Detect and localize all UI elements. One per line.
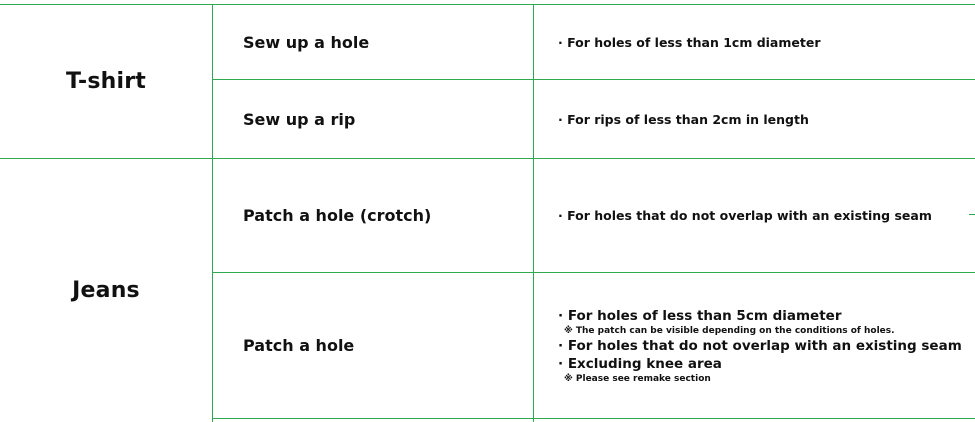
- service-sew-rip: [213, 80, 533, 158]
- note-line: · Excluding knee area: [558, 355, 722, 372]
- category-label: T-shirt: [66, 69, 146, 94]
- row-divider: [212, 418, 975, 419]
- note-line: · For holes of less than 1cm diameter: [558, 34, 821, 50]
- note-line: · For holes that do not overlap with an existing seam: [558, 208, 932, 223]
- service-label: Sew up a rip: [243, 109, 356, 129]
- category-label: Jeans: [72, 278, 140, 303]
- note-line: · For rips of less than 2cm in length: [558, 111, 809, 127]
- notes-patch-hole: [534, 273, 975, 418]
- notes-sew-rip: [534, 80, 975, 158]
- service-label: Patch a hole (crotch): [243, 206, 432, 225]
- notes-patch-crotch: [534, 159, 975, 272]
- note-line: · For holes that do not overlap with an existing seam: [558, 337, 962, 354]
- note-line: · For holes of less than 5cm diameter: [558, 307, 842, 324]
- notes-sew-hole: [534, 5, 975, 79]
- category-jeans: [0, 159, 212, 422]
- service-label: Patch a hole: [243, 336, 355, 355]
- service-patch-hole: [213, 273, 533, 418]
- note-remark: ※ Please see remake section: [564, 373, 711, 384]
- note-remark: ※ The patch can be visible depending on the conditions of holes.: [564, 325, 895, 336]
- category-tshirt: [0, 5, 212, 158]
- service-patch-crotch: [213, 159, 533, 272]
- service-label: Sew up a hole: [243, 32, 370, 52]
- service-sew-hole: [213, 5, 533, 79]
